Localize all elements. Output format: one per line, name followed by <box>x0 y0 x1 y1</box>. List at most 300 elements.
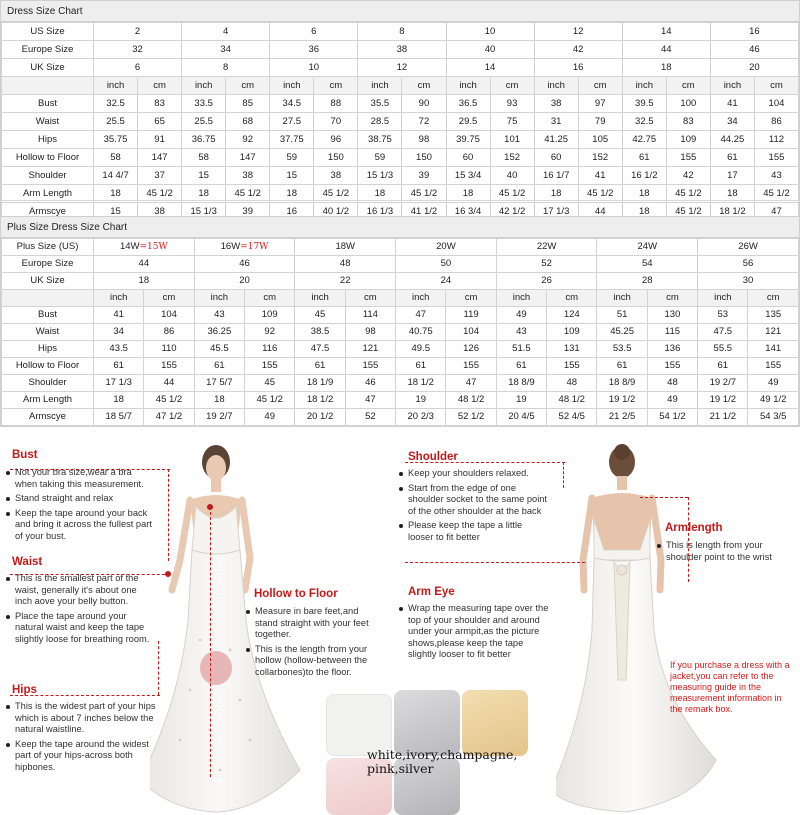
value-cell: 45.5 <box>194 341 244 358</box>
value-cell: 21 2/5 <box>597 409 647 426</box>
europe-size-row <box>2 41 799 59</box>
value-cell: 47.5 <box>295 341 345 358</box>
value-cell: 75 <box>490 113 534 131</box>
shoulder-title: Shoulder <box>408 451 458 463</box>
value-cell: 44 <box>578 203 622 221</box>
value-cell: 37.75 <box>270 131 314 149</box>
armeye-title: Arm Eye <box>408 586 455 598</box>
value-cell: 17 1/3 <box>534 203 578 221</box>
value-cell: 18 1/2 <box>710 203 754 221</box>
size-cell <box>496 239 597 256</box>
value-cell: 15 3/4 <box>446 167 490 185</box>
value-cell: 32.5 <box>94 95 138 113</box>
value-cell: 21 1/2 <box>698 409 748 426</box>
size-cell: 28 <box>597 273 698 290</box>
plus-size-chart <box>0 216 800 427</box>
value-cell: 92 <box>226 131 270 149</box>
table-row <box>2 375 799 392</box>
value-cell: 109 <box>547 324 597 341</box>
size-value: 22W <box>536 241 557 252</box>
table-row <box>2 324 799 341</box>
size-cell: 56 <box>698 256 799 273</box>
value-cell: 150 <box>402 149 446 167</box>
size-cell: 50 <box>396 256 497 273</box>
row-label: Shoulder <box>2 375 94 392</box>
value-cell: 18 <box>194 392 244 409</box>
unit-cell: inch <box>295 290 345 307</box>
size-cell: 34 <box>182 41 270 59</box>
value-cell: 18 8/9 <box>496 375 546 392</box>
row-label: Armscye <box>2 203 94 221</box>
unit-cell: inch <box>496 290 546 307</box>
size-cell <box>396 239 497 256</box>
value-cell: 39 <box>402 167 446 185</box>
bust-text <box>6 467 156 545</box>
value-cell: 101 <box>490 131 534 149</box>
row-label: Armscye <box>2 409 94 426</box>
value-cell: 18 <box>622 203 666 221</box>
armeye-item: Wrap the measuring tape over the top of your shoulder and around under your armpit,as the picture shows,please keep the tape slightly looser to fit better <box>399 603 551 661</box>
value-cell: 18 <box>270 185 314 203</box>
value-cell: 105 <box>578 131 622 149</box>
value-cell: 34 <box>94 324 144 341</box>
value-cell: 97 <box>578 95 622 113</box>
hollow-title: Hollow to Floor <box>254 588 338 600</box>
unit-cell: inch <box>396 290 446 307</box>
value-cell: 155 <box>245 358 295 375</box>
value-cell: 152 <box>578 149 622 167</box>
value-cell: 18 <box>182 185 226 203</box>
value-cell: 88 <box>314 95 358 113</box>
value-cell: 114 <box>345 307 395 324</box>
value-cell: 43.5 <box>94 341 144 358</box>
value-cell: 17 5/7 <box>194 375 244 392</box>
value-cell: 112 <box>754 131 798 149</box>
row-label: Waist <box>2 324 94 341</box>
value-cell: 43 <box>496 324 546 341</box>
size-cell: 14 <box>446 59 534 77</box>
value-cell: 41 <box>578 167 622 185</box>
bust-item: Stand straight and relax <box>6 493 156 505</box>
value-cell: 14 4/7 <box>94 167 138 185</box>
size-cell: 2 <box>94 23 182 41</box>
value-cell: 47 <box>754 203 798 221</box>
value-cell: 155 <box>446 358 496 375</box>
value-cell: 16 1/7 <box>534 167 578 185</box>
value-cell: 34 <box>710 113 754 131</box>
size-cell: 44 <box>622 41 710 59</box>
value-cell: 18 <box>94 392 144 409</box>
size-cell: 32 <box>94 41 182 59</box>
size-cell: 48 <box>295 256 396 273</box>
value-cell: 28.5 <box>358 113 402 131</box>
value-cell: 48 1/2 <box>446 392 496 409</box>
unit-cell: cm <box>578 77 622 95</box>
size-equivalent: =15W <box>139 242 168 252</box>
value-cell: 136 <box>647 341 697 358</box>
value-cell: 110 <box>144 341 194 358</box>
value-cell: 18 <box>710 185 754 203</box>
size-cell: 22 <box>295 273 396 290</box>
value-cell: 40.75 <box>396 324 446 341</box>
waist-marker <box>165 571 171 577</box>
value-cell: 48 1/2 <box>547 392 597 409</box>
row-label <box>2 290 94 307</box>
value-cell: 32.5 <box>622 113 666 131</box>
value-cell: 58 <box>182 149 226 167</box>
unit-cell: cm <box>144 290 194 307</box>
value-cell: 51 <box>597 307 647 324</box>
value-cell: 36.75 <box>182 131 226 149</box>
value-cell: 45 1/2 <box>138 185 182 203</box>
value-cell: 40 <box>490 167 534 185</box>
size-cell: 52 <box>496 256 597 273</box>
value-cell: 152 <box>490 149 534 167</box>
value-cell: 18 1/9 <box>295 375 345 392</box>
row-label: Arm Length <box>2 185 94 203</box>
value-cell: 40 1/2 <box>314 203 358 221</box>
unit-cell: cm <box>547 290 597 307</box>
value-cell: 90 <box>402 95 446 113</box>
shoulder-item: Keep your shoulders relaxed. <box>399 468 549 480</box>
waist-text <box>6 573 156 648</box>
value-cell: 150 <box>314 149 358 167</box>
table-row <box>2 113 799 131</box>
value-cell: 109 <box>245 307 295 324</box>
value-cell: 61 <box>496 358 546 375</box>
value-cell: 59 <box>270 149 314 167</box>
size-value: 14W <box>119 241 140 252</box>
value-cell: 38 <box>138 203 182 221</box>
shoulder-item: Start from the edge of one shoulder socket to the same point of the other shoulder at the back <box>399 483 549 518</box>
hollow-leader <box>210 507 211 777</box>
value-cell: 20 1/2 <box>295 409 345 426</box>
unit-cell: inch <box>358 77 402 95</box>
hips-leader <box>158 641 159 695</box>
size-cell: 18 <box>622 59 710 77</box>
hips-item: This is the widest part of your hips which is about 7 inches below the natural waistline. <box>6 701 156 736</box>
value-cell: 65 <box>138 113 182 131</box>
value-cell: 45 1/2 <box>578 185 622 203</box>
value-cell: 15 1/3 <box>182 203 226 221</box>
size-cell: 42 <box>534 41 622 59</box>
value-cell: 16 3/4 <box>446 203 490 221</box>
europe-size-row <box>2 256 799 273</box>
value-cell: 45 <box>295 307 345 324</box>
size-cell: 24 <box>396 273 497 290</box>
unit-cell: cm <box>754 77 798 95</box>
unit-cell: cm <box>748 290 799 307</box>
value-cell: 68 <box>226 113 270 131</box>
unit-cell: cm <box>345 290 395 307</box>
unit-cell: cm <box>446 290 496 307</box>
value-cell: 98 <box>345 324 395 341</box>
size-cell: 16 <box>710 23 798 41</box>
divider <box>0 200 800 201</box>
chart-title: Dress Size Chart <box>1 1 799 22</box>
value-cell: 41 1/2 <box>402 203 446 221</box>
dress-size-table <box>1 22 799 221</box>
value-cell: 15 <box>182 167 226 185</box>
hips-item: Keep the tape around the widest part of your hips-across both hipbones. <box>6 739 156 774</box>
value-cell: 34.5 <box>270 95 314 113</box>
unit-cell: inch <box>622 77 666 95</box>
armlength-title: Armlength <box>665 522 723 534</box>
armlength-item: This is length from your shoulder point to the wrist <box>657 540 782 563</box>
size-cell: 44 <box>94 256 195 273</box>
value-cell: 20 2/3 <box>396 409 446 426</box>
value-cell: 41 <box>710 95 754 113</box>
value-cell: 96 <box>314 131 358 149</box>
value-cell: 49 <box>245 409 295 426</box>
value-cell: 61 <box>710 149 754 167</box>
value-cell: 135 <box>748 307 799 324</box>
size-cell: 38 <box>358 41 446 59</box>
size-cell <box>295 239 396 256</box>
value-cell: 45 1/2 <box>314 185 358 203</box>
value-cell: 45 1/2 <box>666 203 710 221</box>
size-cell: 14 <box>622 23 710 41</box>
value-cell: 61 <box>396 358 446 375</box>
value-cell: 16 1/3 <box>358 203 402 221</box>
value-cell: 47 <box>345 392 395 409</box>
value-cell: 38.75 <box>358 131 402 149</box>
size-cell: 8 <box>182 59 270 77</box>
row-label: US Size <box>2 23 94 41</box>
value-cell: 37 <box>138 167 182 185</box>
size-cell: 40 <box>446 41 534 59</box>
value-cell: 155 <box>144 358 194 375</box>
value-cell: 155 <box>666 149 710 167</box>
value-cell: 15 1/3 <box>358 167 402 185</box>
value-cell: 18 5/7 <box>94 409 144 426</box>
value-cell: 86 <box>144 324 194 341</box>
value-cell: 92 <box>245 324 295 341</box>
value-cell: 52 1/2 <box>446 409 496 426</box>
shoulder-item: Please keep the tape a little looser to fit better <box>399 520 549 543</box>
size-cell <box>94 239 195 256</box>
value-cell: 60 <box>446 149 490 167</box>
hollow-item: This is the length from your hollow (hollow-between the collarbones)to the floor. <box>246 644 374 679</box>
size-value: 16W <box>220 241 241 252</box>
row-label: Europe Size <box>2 256 94 273</box>
table-row <box>2 392 799 409</box>
chart-title: Plus Size Dress Size Chart <box>1 217 799 238</box>
shoulder-text <box>399 468 549 546</box>
unit-cell: cm <box>226 77 270 95</box>
value-cell: 93 <box>490 95 534 113</box>
value-cell: 15 <box>94 203 138 221</box>
unit-cell: inch <box>446 77 490 95</box>
value-cell: 83 <box>666 113 710 131</box>
bust-item: Keep the tape around your back and bring it across the fullest part of your bust. <box>6 508 156 543</box>
unit-header-row <box>2 77 799 95</box>
value-cell: 121 <box>748 324 799 341</box>
value-cell: 51.5 <box>496 341 546 358</box>
us-size-row <box>2 239 799 256</box>
jacket-note: If you purchase a dress with a jacket,you can refer to the measuring guide in the measurement information in the remark box. <box>670 660 790 714</box>
value-cell: 36.25 <box>194 324 244 341</box>
value-cell: 155 <box>748 358 799 375</box>
unit-header-row <box>2 290 799 307</box>
unit-cell: cm <box>138 77 182 95</box>
value-cell: 38 <box>226 167 270 185</box>
value-cell: 155 <box>547 358 597 375</box>
value-cell: 109 <box>666 131 710 149</box>
bust-title: Bust <box>12 449 38 461</box>
value-cell: 38 <box>314 167 358 185</box>
value-cell: 39.5 <box>622 95 666 113</box>
row-label: Hollow to Floor <box>2 149 94 167</box>
value-cell: 86 <box>754 113 798 131</box>
unit-cell: inch <box>270 77 314 95</box>
value-cell: 61 <box>622 149 666 167</box>
size-cell: 10 <box>446 23 534 41</box>
row-label: Waist <box>2 113 94 131</box>
value-cell: 36.5 <box>446 95 490 113</box>
table-row <box>2 149 799 167</box>
size-cell: 16 <box>534 59 622 77</box>
bust-item: Not your bra size,wear a bra when taking this measurement. <box>6 467 156 490</box>
value-cell: 104 <box>754 95 798 113</box>
hollow-item: Measure in bare feet,and stand straight with your feet together. <box>246 606 374 641</box>
value-cell: 104 <box>144 307 194 324</box>
size-cell: 20 <box>710 59 798 77</box>
value-cell: 17 1/3 <box>94 375 144 392</box>
value-cell: 39 <box>226 203 270 221</box>
value-cell: 44 <box>144 375 194 392</box>
size-cell: 46 <box>194 256 295 273</box>
value-cell: 16 1/2 <box>622 167 666 185</box>
value-cell: 52 <box>345 409 395 426</box>
value-cell: 116 <box>245 341 295 358</box>
value-cell: 61 <box>698 358 748 375</box>
size-cell: 36 <box>270 41 358 59</box>
value-cell: 54 3/5 <box>748 409 799 426</box>
value-cell: 19 <box>396 392 446 409</box>
value-cell: 126 <box>446 341 496 358</box>
value-cell: 98 <box>402 131 446 149</box>
unit-cell: inch <box>698 290 748 307</box>
row-label: Europe Size <box>2 41 94 59</box>
value-cell: 130 <box>647 307 697 324</box>
row-label: UK Size <box>2 59 94 77</box>
uk-size-row <box>2 59 799 77</box>
value-cell: 53.5 <box>597 341 647 358</box>
value-cell: 43 <box>194 307 244 324</box>
value-cell: 70 <box>314 113 358 131</box>
unit-cell: cm <box>647 290 697 307</box>
value-cell: 38.5 <box>295 324 345 341</box>
row-label: Shoulder <box>2 167 94 185</box>
table-row <box>2 307 799 324</box>
size-cell: 12 <box>534 23 622 41</box>
value-cell: 100 <box>666 95 710 113</box>
value-cell: 19 2/7 <box>698 375 748 392</box>
waist-item: This is the smallest part of the waist, generally it's about one inch aove your belly button. <box>6 573 156 608</box>
shoulder-leader <box>563 462 564 488</box>
table-row <box>2 409 799 426</box>
value-cell: 61 <box>194 358 244 375</box>
value-cell: 131 <box>547 341 597 358</box>
value-cell: 121 <box>345 341 395 358</box>
value-cell: 33.5 <box>182 95 226 113</box>
armlength-leader <box>640 497 688 498</box>
hollow-text <box>246 606 374 681</box>
value-cell: 124 <box>547 307 597 324</box>
value-cell: 19 2/7 <box>194 409 244 426</box>
value-cell: 55.5 <box>698 341 748 358</box>
value-cell: 18 <box>446 185 490 203</box>
size-value: 24W <box>637 241 658 252</box>
size-cell: 6 <box>94 59 182 77</box>
unit-cell: cm <box>402 77 446 95</box>
dress-size-chart <box>0 0 800 222</box>
value-cell: 45 1/2 <box>666 185 710 203</box>
value-cell: 54 1/2 <box>647 409 697 426</box>
row-label: UK Size <box>2 273 94 290</box>
value-cell: 45 1/2 <box>144 392 194 409</box>
armlength-text <box>657 540 782 566</box>
value-cell: 119 <box>446 307 496 324</box>
value-cell: 19 <box>496 392 546 409</box>
value-cell: 35.75 <box>94 131 138 149</box>
value-cell: 155 <box>754 149 798 167</box>
value-cell: 45 <box>245 375 295 392</box>
value-cell: 18 1/2 <box>295 392 345 409</box>
uk-size-row <box>2 273 799 290</box>
armeye-leader <box>405 562 585 563</box>
value-cell: 35.5 <box>358 95 402 113</box>
value-cell: 18 8/9 <box>597 375 647 392</box>
value-cell: 104 <box>446 324 496 341</box>
value-cell: 48 <box>547 375 597 392</box>
row-label: Bust <box>2 307 94 324</box>
waist-item: Place the tape around your natural waist and keep the tape slightly loose for breathing room. <box>6 611 156 646</box>
value-cell: 53 <box>698 307 748 324</box>
value-cell: 59 <box>358 149 402 167</box>
value-cell: 45.25 <box>597 324 647 341</box>
size-cell: 30 <box>698 273 799 290</box>
value-cell: 155 <box>345 358 395 375</box>
value-cell: 49.5 <box>396 341 446 358</box>
value-cell: 25.5 <box>94 113 138 131</box>
value-cell: 58 <box>94 149 138 167</box>
value-cell: 79 <box>578 113 622 131</box>
row-label: Arm Length <box>2 392 94 409</box>
table-row <box>2 341 799 358</box>
unit-cell: inch <box>534 77 578 95</box>
value-cell: 147 <box>226 149 270 167</box>
value-cell: 45 1/2 <box>490 185 534 203</box>
us-size-row <box>2 23 799 41</box>
value-cell: 155 <box>647 358 697 375</box>
value-cell: 61 <box>597 358 647 375</box>
size-cell: 46 <box>710 41 798 59</box>
value-cell: 47 <box>446 375 496 392</box>
value-cell: 49 <box>647 392 697 409</box>
value-cell: 49 <box>748 375 799 392</box>
size-cell: 10 <box>270 59 358 77</box>
row-label <box>2 77 94 95</box>
value-cell: 46 <box>345 375 395 392</box>
row-label: Plus Size (US) <box>2 239 94 256</box>
value-cell: 19 1/2 <box>698 392 748 409</box>
colors-label: white,ivory,champagne, pink,silver <box>367 747 518 776</box>
value-cell: 47 1/2 <box>144 409 194 426</box>
value-cell: 115 <box>647 324 697 341</box>
hips-text <box>6 701 156 776</box>
